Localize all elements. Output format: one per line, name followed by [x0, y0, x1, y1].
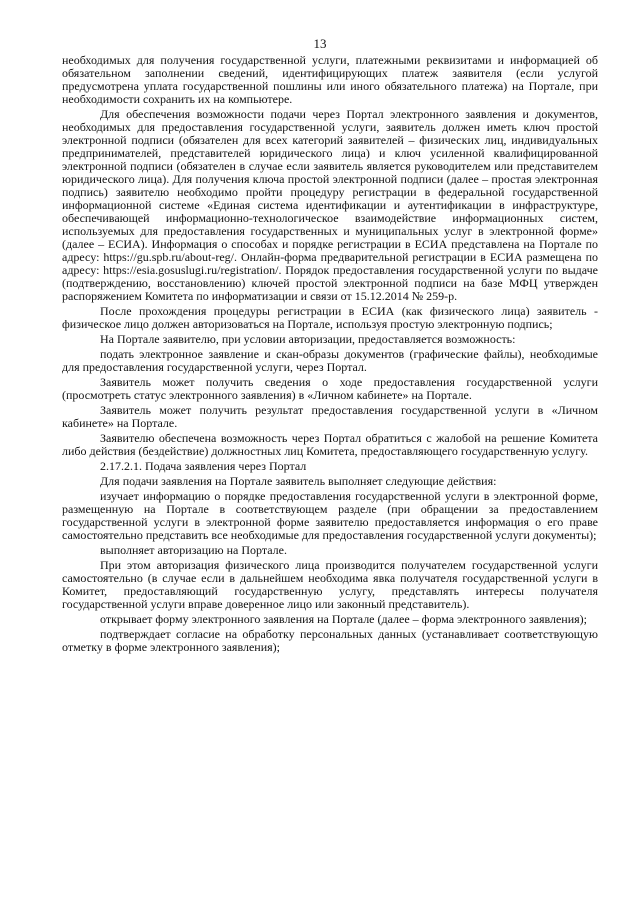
paragraph: открывает форму электронного заявления на Портале (далее – форма электронного заявления); — [100, 612, 587, 626]
paragraph: выполняет авторизацию на Портале. — [100, 543, 287, 557]
paragraph: Заявителю обеспечена возможность через Портал обратиться с жалобой на решение Комитета либо действия (бездействие) должностных лиц Комитета, предоставляющего государственную услугу. — [62, 431, 598, 458]
paragraph: Заявитель может получить результат предоставления государственной услуги в «Личном кабинете» на Портале. — [62, 403, 598, 430]
paragraph: изучает информацию о порядке предоставления государственной услуги в электронной форме, размещенную на Портале в соответствующем разделе (при обращении за предоставлением государственной услуги в электронной форме заявителю предоставляется информация о его праве самостоятельно представить все необходимые для предоставления государственной услуги документы); — [62, 489, 598, 542]
document-body — [62, 54, 598, 656]
paragraph: 2.17.2.1. Подача заявления через Портал — [100, 459, 307, 473]
page-number: 13 — [313, 36, 327, 51]
paragraph: При этом авторизация физического лица производится получателем государственной услуги самостоятельно (в случае если в дальнейшем необходима явка получателя государственной услуги в Комитет, предоставляющий государственную услугу, представлять интересы получателя государственной услуги вправе доверенное лицо или законный представитель). — [62, 558, 598, 611]
paragraph: подтверждает согласие на обработку персональных данных (устанавливает соответствующую отметку в форме электронного заявления); — [62, 627, 598, 654]
paragraph: Для обеспечения возможности подачи через Портал электронного заявления и документов, необходимых для предоставления государственной услуги, заявитель должен иметь ключ простой электронной подписи (обязателен для всех категорий заявителей – физических лиц, индивидуальных предпринимателей, представителей юридического лица) и ключ усиленной квалифицированной электронной подписи (обязателен в случае если заявитель является руководителем или представителем юридического лица). Для получения ключа простой электронной подписи (далее – простая электронная подпись) заявителю необходимо пройти процедуру регистрации в федеральной государственной информационной системе «Единая система идентификации и аутентификации в инфраструктуре, обеспечивающей информационно-технологическое взаимодействие информационных систем, используемых для предоставления государственных и муниципальных услуг в электронной форме» (далее – ЕСИА). Информация о способах и порядке регистрации в ЕСИА представлена на Портале по адресу: https://gu.spb.ru/about-reg/. Онлайн-форма предварительной регистрации в ЕСИА размещена по адресу: https://esia.gosuslugi.ru/registration/. Порядок предоставления государственной услуги по выдаче (подтверждению, восстановлению) ключей простой электронной подписи на базе МФЦ утвержден распоряжением Комитета по информатизации и связи от 15.12.2014 № 259-р. — [62, 107, 598, 303]
paragraph: необходимых для получения государственной услуги, платежными реквизитами и информацией об обязательном заполнении сведений, идентифицирующих платеж заявителя (если услугой предусмотрена уплата государственной пошлины или иного обязательного платежа) на Портале, при необходимости сохранить их на компьютере. — [62, 53, 598, 106]
paragraph: После прохождения процедуры регистрации в ЕСИА (как физического лица) заявитель - физическое лицо должен авторизоваться на Портале, используя простую электронную подпись; — [62, 304, 598, 331]
paragraph: Для подачи заявления на Портале заявитель выполняет следующие действия: — [100, 474, 497, 488]
paragraph: Заявитель может получить сведения о ходе предоставления государственной услуги (просмотреть статус электронного заявления) в «Личном кабинете» на Портале. — [62, 375, 598, 402]
paragraph: подать электронное заявление и скан-образы документов (графические файлы), необходимые для предоставления государственной услуги, через Портал. — [62, 347, 598, 374]
paragraph: На Портале заявителю, при условии авторизации, предоставляется возможность: — [100, 332, 516, 346]
